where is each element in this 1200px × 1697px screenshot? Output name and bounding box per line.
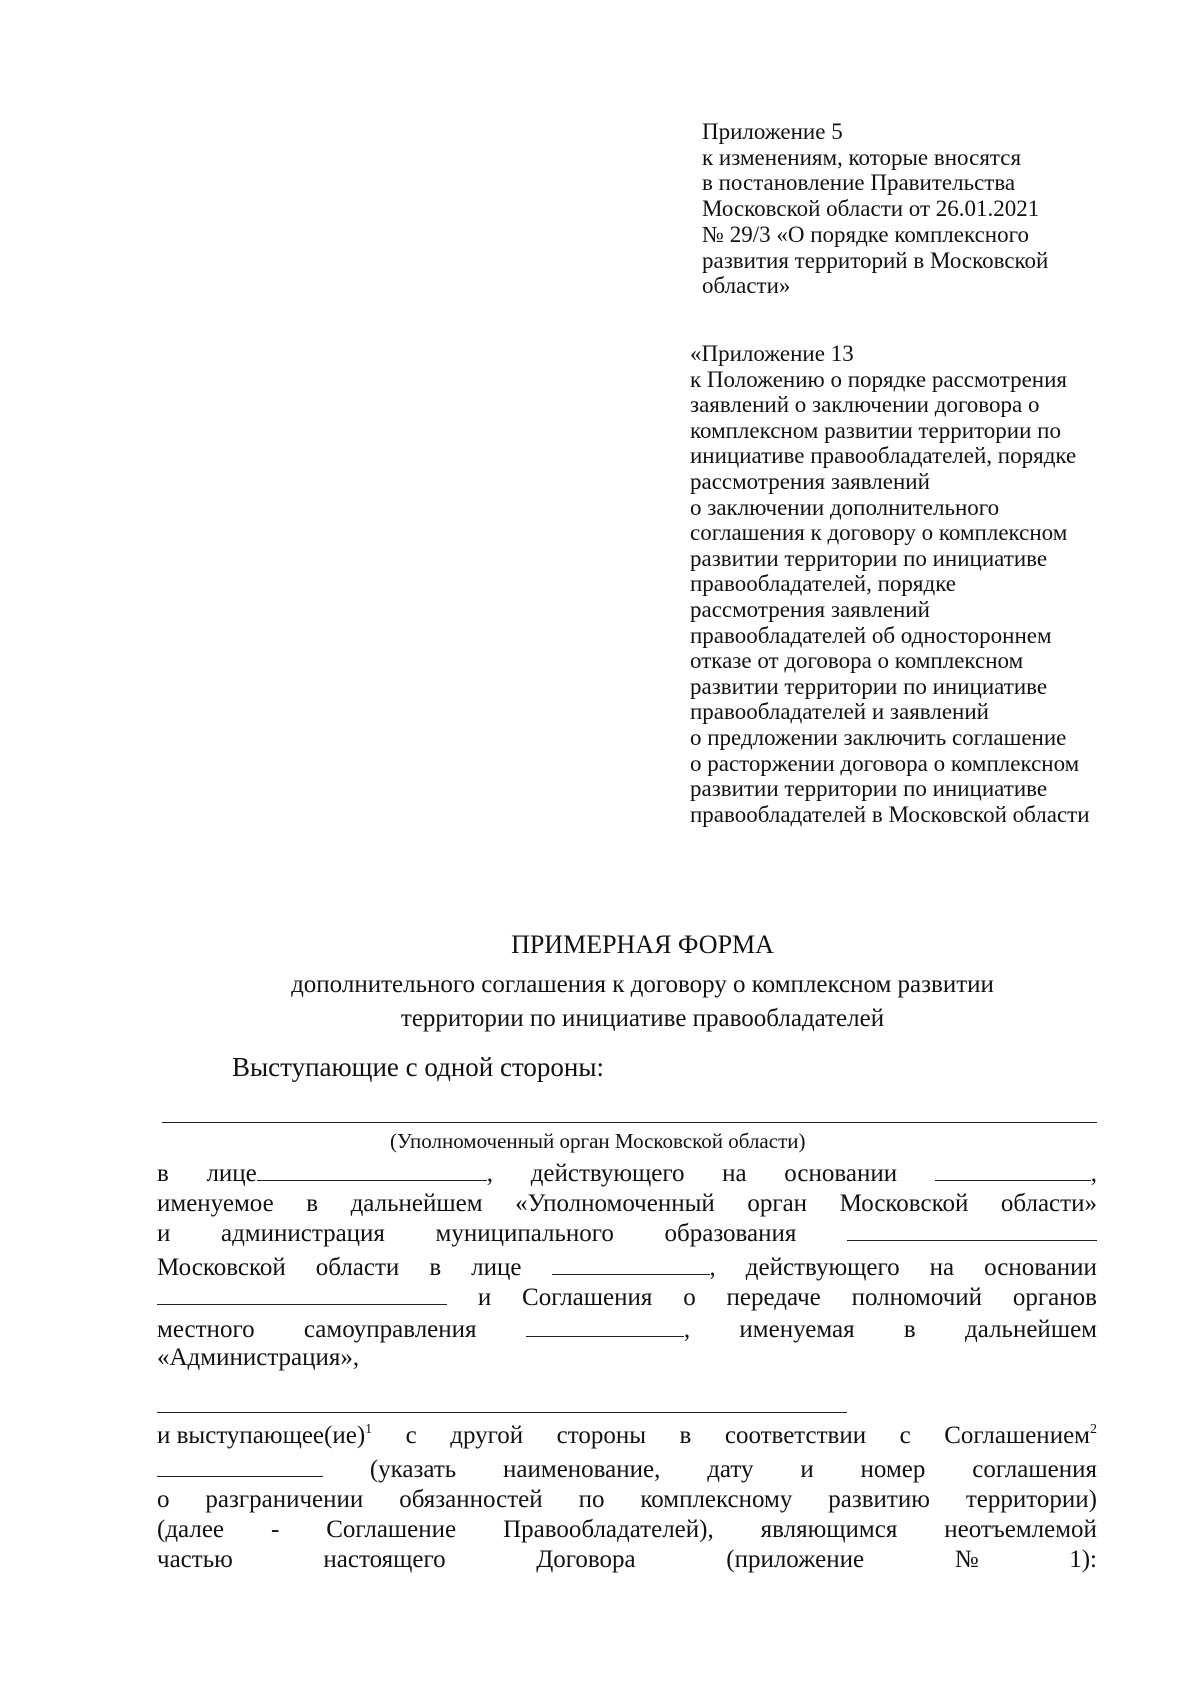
- word: и: [157, 1220, 171, 1247]
- word: в: [429, 1254, 442, 1281]
- word: Соглашением: [944, 1422, 1090, 1449]
- word: основании: [784, 1160, 898, 1187]
- authorized-body-caption: (Уполномоченный орган Московской области): [390, 1129, 806, 1153]
- word: соглашения: [972, 1456, 1097, 1483]
- body-line-5: [157, 1284, 1097, 1312]
- authorized-body-blank: [162, 1122, 1097, 1123]
- word: лице: [206, 1160, 257, 1187]
- word: номер: [860, 1456, 926, 1483]
- body-line-3: [157, 1220, 1097, 1248]
- word: (приложение: [726, 1546, 865, 1573]
- word: наименование,: [503, 1456, 661, 1483]
- word-group: [944, 1422, 1097, 1450]
- form-title: ПРИМЕРНАЯ ФОРМА: [511, 930, 774, 959]
- word-group: [206, 1160, 493, 1188]
- appendix-13-line: о предложении заключить соглашение: [690, 724, 1067, 750]
- word: в: [679, 1422, 692, 1449]
- word: области: [315, 1254, 400, 1281]
- word: (далее: [157, 1516, 225, 1543]
- appendix-13-line: инициативе правообладателей, порядке: [690, 443, 1077, 469]
- appendix-5-line: Московской области от 26.01.2021: [702, 196, 1040, 222]
- word: №: [954, 1546, 979, 1573]
- appendix-5-header: [702, 119, 1048, 299]
- word: области»: [1000, 1190, 1097, 1217]
- word: комплексному: [640, 1486, 793, 1513]
- word: именуемая: [739, 1316, 855, 1343]
- word-group: [935, 1160, 1097, 1188]
- appendix-13-line: развитии территории по инициативе: [690, 545, 1048, 571]
- word: Договора: [536, 1546, 636, 1573]
- body-line-4: [157, 1254, 1097, 1282]
- punct: ,: [1090, 1160, 1097, 1187]
- word: именуемое: [157, 1190, 274, 1217]
- body-line-7: «Администрация»,: [157, 1344, 360, 1371]
- appendix-13-line: развитии территории по инициативе: [690, 673, 1048, 699]
- word: и: [477, 1284, 492, 1311]
- appendix-5-line: в постановление Правительства: [702, 170, 1016, 196]
- word: -: [270, 1516, 280, 1543]
- word: являющимся: [760, 1516, 898, 1543]
- word: дальнейшем: [350, 1190, 483, 1217]
- body-line-12: [157, 1546, 1097, 1574]
- word: стороны: [556, 1422, 647, 1449]
- head-blank: [552, 1254, 710, 1275]
- punct: ,: [683, 1316, 691, 1343]
- word: другой: [450, 1422, 524, 1449]
- footnote-mark: 2: [1090, 1422, 1097, 1437]
- word-group: [526, 1316, 690, 1344]
- word: о: [683, 1284, 696, 1311]
- appendix-13-header: [690, 341, 1090, 827]
- word: разграничении: [205, 1486, 364, 1513]
- punct: ,: [486, 1160, 494, 1187]
- body-line-2: [157, 1190, 1097, 1218]
- word: самоуправления: [303, 1316, 477, 1343]
- word: действующего: [530, 1160, 685, 1187]
- word: в: [903, 1316, 916, 1343]
- word: (указать: [369, 1456, 457, 1483]
- word: Соглашение: [326, 1516, 457, 1543]
- word: муниципального: [435, 1220, 614, 1247]
- appendix-13-line: к Положению о порядке рассмотрения: [690, 366, 1067, 392]
- body-line-11: [157, 1516, 1097, 1544]
- word: на: [929, 1254, 955, 1281]
- word: с: [899, 1422, 911, 1449]
- appendix-13-line: заявлений о заключении договора о: [690, 392, 1040, 418]
- word: местного: [157, 1316, 255, 1343]
- appendix-13-line: рассмотрения заявлений: [690, 468, 930, 494]
- parties-lead: Выступающие с одной стороны:: [232, 1052, 605, 1082]
- word: развитию: [828, 1486, 930, 1513]
- agreement-blank: [526, 1316, 684, 1337]
- appendix-5-line: области»: [702, 273, 791, 299]
- appendix-5-line: Приложение 5: [702, 119, 843, 144]
- appendix-13-line: развитии территории по инициативе: [690, 776, 1048, 802]
- word: обязанностей: [399, 1486, 543, 1513]
- appendix-13-line: соглашения к договору о комплексном: [690, 520, 1068, 546]
- word: передаче: [726, 1284, 821, 1311]
- word: неотъемлемой: [944, 1516, 1097, 1543]
- word: территории): [965, 1486, 1097, 1513]
- word-group: [552, 1254, 716, 1282]
- word: образования: [664, 1220, 797, 1247]
- right-holder-blank: [157, 1412, 847, 1413]
- word: 1):: [1069, 1546, 1097, 1573]
- word: в: [306, 1190, 319, 1217]
- body-line-6: [157, 1316, 1097, 1344]
- word: соответствии: [724, 1422, 867, 1449]
- appendix-13-line: о расторжении договора о комплексном: [690, 750, 1080, 776]
- word: настоящего: [323, 1546, 446, 1573]
- word: и: [800, 1456, 814, 1483]
- admin-basis-blank: [157, 1284, 447, 1305]
- appendix-13-line: комплексном развитии территории по: [690, 417, 1061, 443]
- footnote-mark: 1: [365, 1422, 373, 1437]
- body-line-9: [157, 1456, 1097, 1484]
- appendix-13-line: о заключении дополнительного: [690, 494, 1000, 520]
- body-line-8: [157, 1422, 1097, 1450]
- appendix-5-line: № 29/3 «О порядке комплексного: [702, 221, 1029, 247]
- appendix-13-line: правообладателей, порядке: [690, 571, 957, 597]
- word: на: [722, 1160, 747, 1187]
- word: органов: [1012, 1284, 1097, 1311]
- word: дальнейшем: [965, 1316, 1097, 1343]
- appendix-13-line: отказе от договора о комплексном: [690, 648, 1024, 674]
- word: Московской: [839, 1190, 969, 1217]
- punct: ,: [709, 1254, 716, 1281]
- body-line-10: [157, 1486, 1097, 1514]
- agreement-details-blank: [157, 1456, 323, 1477]
- appendix-13-line: «Приложение 13: [690, 341, 854, 366]
- word: частью: [157, 1546, 233, 1573]
- word: лице: [471, 1254, 522, 1281]
- word: действующего: [745, 1254, 900, 1281]
- word: основании: [984, 1254, 1097, 1281]
- word-group: [157, 1422, 372, 1450]
- word: Соглашения: [522, 1284, 653, 1311]
- word: по: [578, 1486, 605, 1513]
- word: и выступающее(ие): [157, 1422, 366, 1449]
- word: орган: [747, 1190, 808, 1217]
- word: «Уполномоченный: [515, 1190, 715, 1217]
- word: о: [157, 1486, 170, 1513]
- basis-blank: [935, 1160, 1091, 1181]
- word: Московской: [157, 1254, 286, 1281]
- representative-blank: [257, 1160, 487, 1181]
- appendix-13-line: правообладателей об одностороннем: [690, 622, 1052, 648]
- word: в: [157, 1160, 169, 1187]
- body-line-1: [157, 1160, 1097, 1188]
- municipality-blank: [847, 1220, 1097, 1241]
- appendix-13-line: правообладателей и заявлений: [690, 699, 989, 725]
- appendix-5-line: развития территорий в Московской: [702, 247, 1049, 273]
- form-subtitle-line-2: территории по инициативе правообладателей: [400, 1005, 885, 1032]
- form-subtitle-line-1: дополнительного соглашения к договору о комплексном развитии: [291, 971, 994, 998]
- word: администрация: [220, 1220, 385, 1247]
- appendix-5-line: к изменениям, которые вносятся: [702, 144, 1022, 170]
- word: с: [405, 1422, 417, 1449]
- word: Правообладателей),: [503, 1516, 714, 1543]
- word: полномочий: [851, 1284, 983, 1311]
- appendix-13-line: правообладателей в Московской области: [690, 801, 1090, 827]
- word: дату: [707, 1456, 754, 1483]
- appendix-13-line: рассмотрения заявлений: [690, 596, 930, 622]
